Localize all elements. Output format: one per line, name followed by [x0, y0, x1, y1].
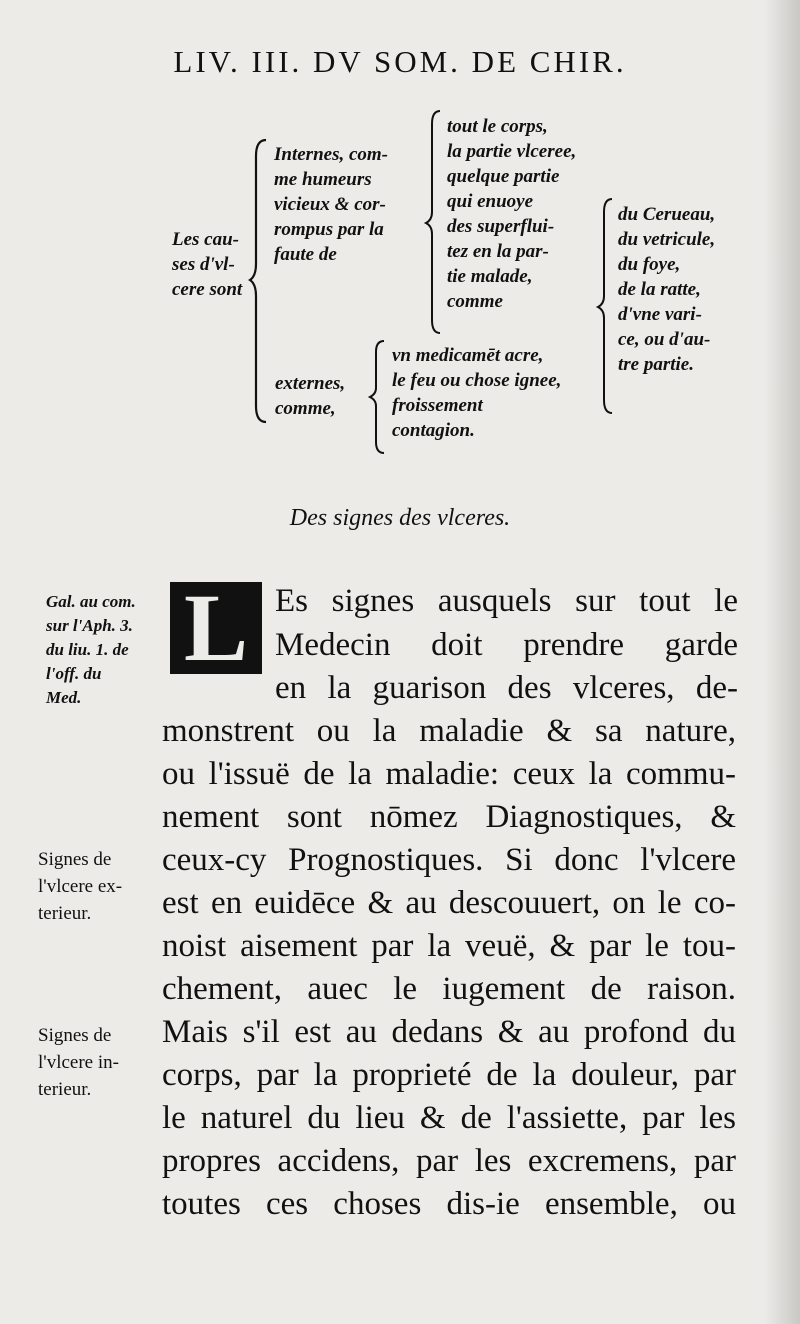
margin-note-exterieur: Signes de l'vlcere ex- terieur.	[38, 849, 123, 924]
body-line: monstrent ou la maladie & sa nature,	[162, 713, 736, 749]
internes-column: Internes, com- me humeurs vicieux & cor- rompus par la faute de	[274, 144, 388, 265]
drop-cap-ornament	[170, 574, 262, 681]
body-line: toutes ces choses dis-ie ensemble, ou	[162, 1186, 736, 1222]
body-line: en la guarison des vlceres, de-	[275, 670, 738, 706]
partie-brace	[424, 108, 444, 336]
externes-causes: vn medicamēt acre, le feu ou chose ignee, froissement contagion.	[392, 345, 562, 441]
table-root: Les cau- ses d'vl- cere sont	[172, 229, 243, 300]
page-edge-shadow	[764, 0, 800, 1324]
body-line: corps, par la proprieté de la douleur, par	[162, 1057, 736, 1093]
margin-note-interieur: Signes de l'vlcere in- terieur.	[38, 1025, 119, 1100]
margin-note-galen: Gal. au com. sur l'Aph. 3. du liu. 1. de l'off. du Med.	[46, 592, 136, 707]
main-brace	[248, 136, 272, 426]
body-line: propres accidens, par les excremens, par	[162, 1143, 736, 1179]
body-line: ou l'issuë de la maladie: ceux la commu-	[162, 756, 736, 792]
drop-cap-letter: L	[183, 574, 249, 681]
body-line: est en euidēce & au descouuert, on le co-	[162, 885, 736, 921]
body-line: chement, auec le iugement de raison.	[162, 971, 736, 1007]
running-header: LIV. III. DV SOM. DE CHIR.	[173, 44, 627, 79]
body-line: ceux-cy Prognostiques. Si donc l'vlcere	[162, 842, 736, 878]
section-title: Des signes des vlceres.	[289, 505, 511, 531]
body-line: nement sont nōmez Diagnostiques, &	[162, 799, 736, 835]
organs-column: du Cerueau, du vetricule, du foye, de la ratte, d'vne vari- ce, ou d'au- tre partie.	[618, 204, 716, 375]
externes-label: externes, comme,	[275, 373, 346, 419]
body-line: Es signes ausquels sur tout le	[275, 583, 738, 619]
body-line: Medecin doit prendre garde	[275, 627, 738, 663]
body-line: noist aisement par la veuë, & par le tou-	[162, 928, 736, 964]
externes-brace	[368, 338, 388, 456]
body-line: le naturel du lieu & de l'assiette, par les	[162, 1100, 736, 1136]
body-line: Mais s'il est au dedans & au profond du	[162, 1014, 736, 1050]
partie-column: tout le corps, la partie vlceree, quelque partie qui enuoye des superflui- tez en la par- tie malade, comme	[447, 116, 577, 312]
organs-brace	[596, 196, 616, 416]
